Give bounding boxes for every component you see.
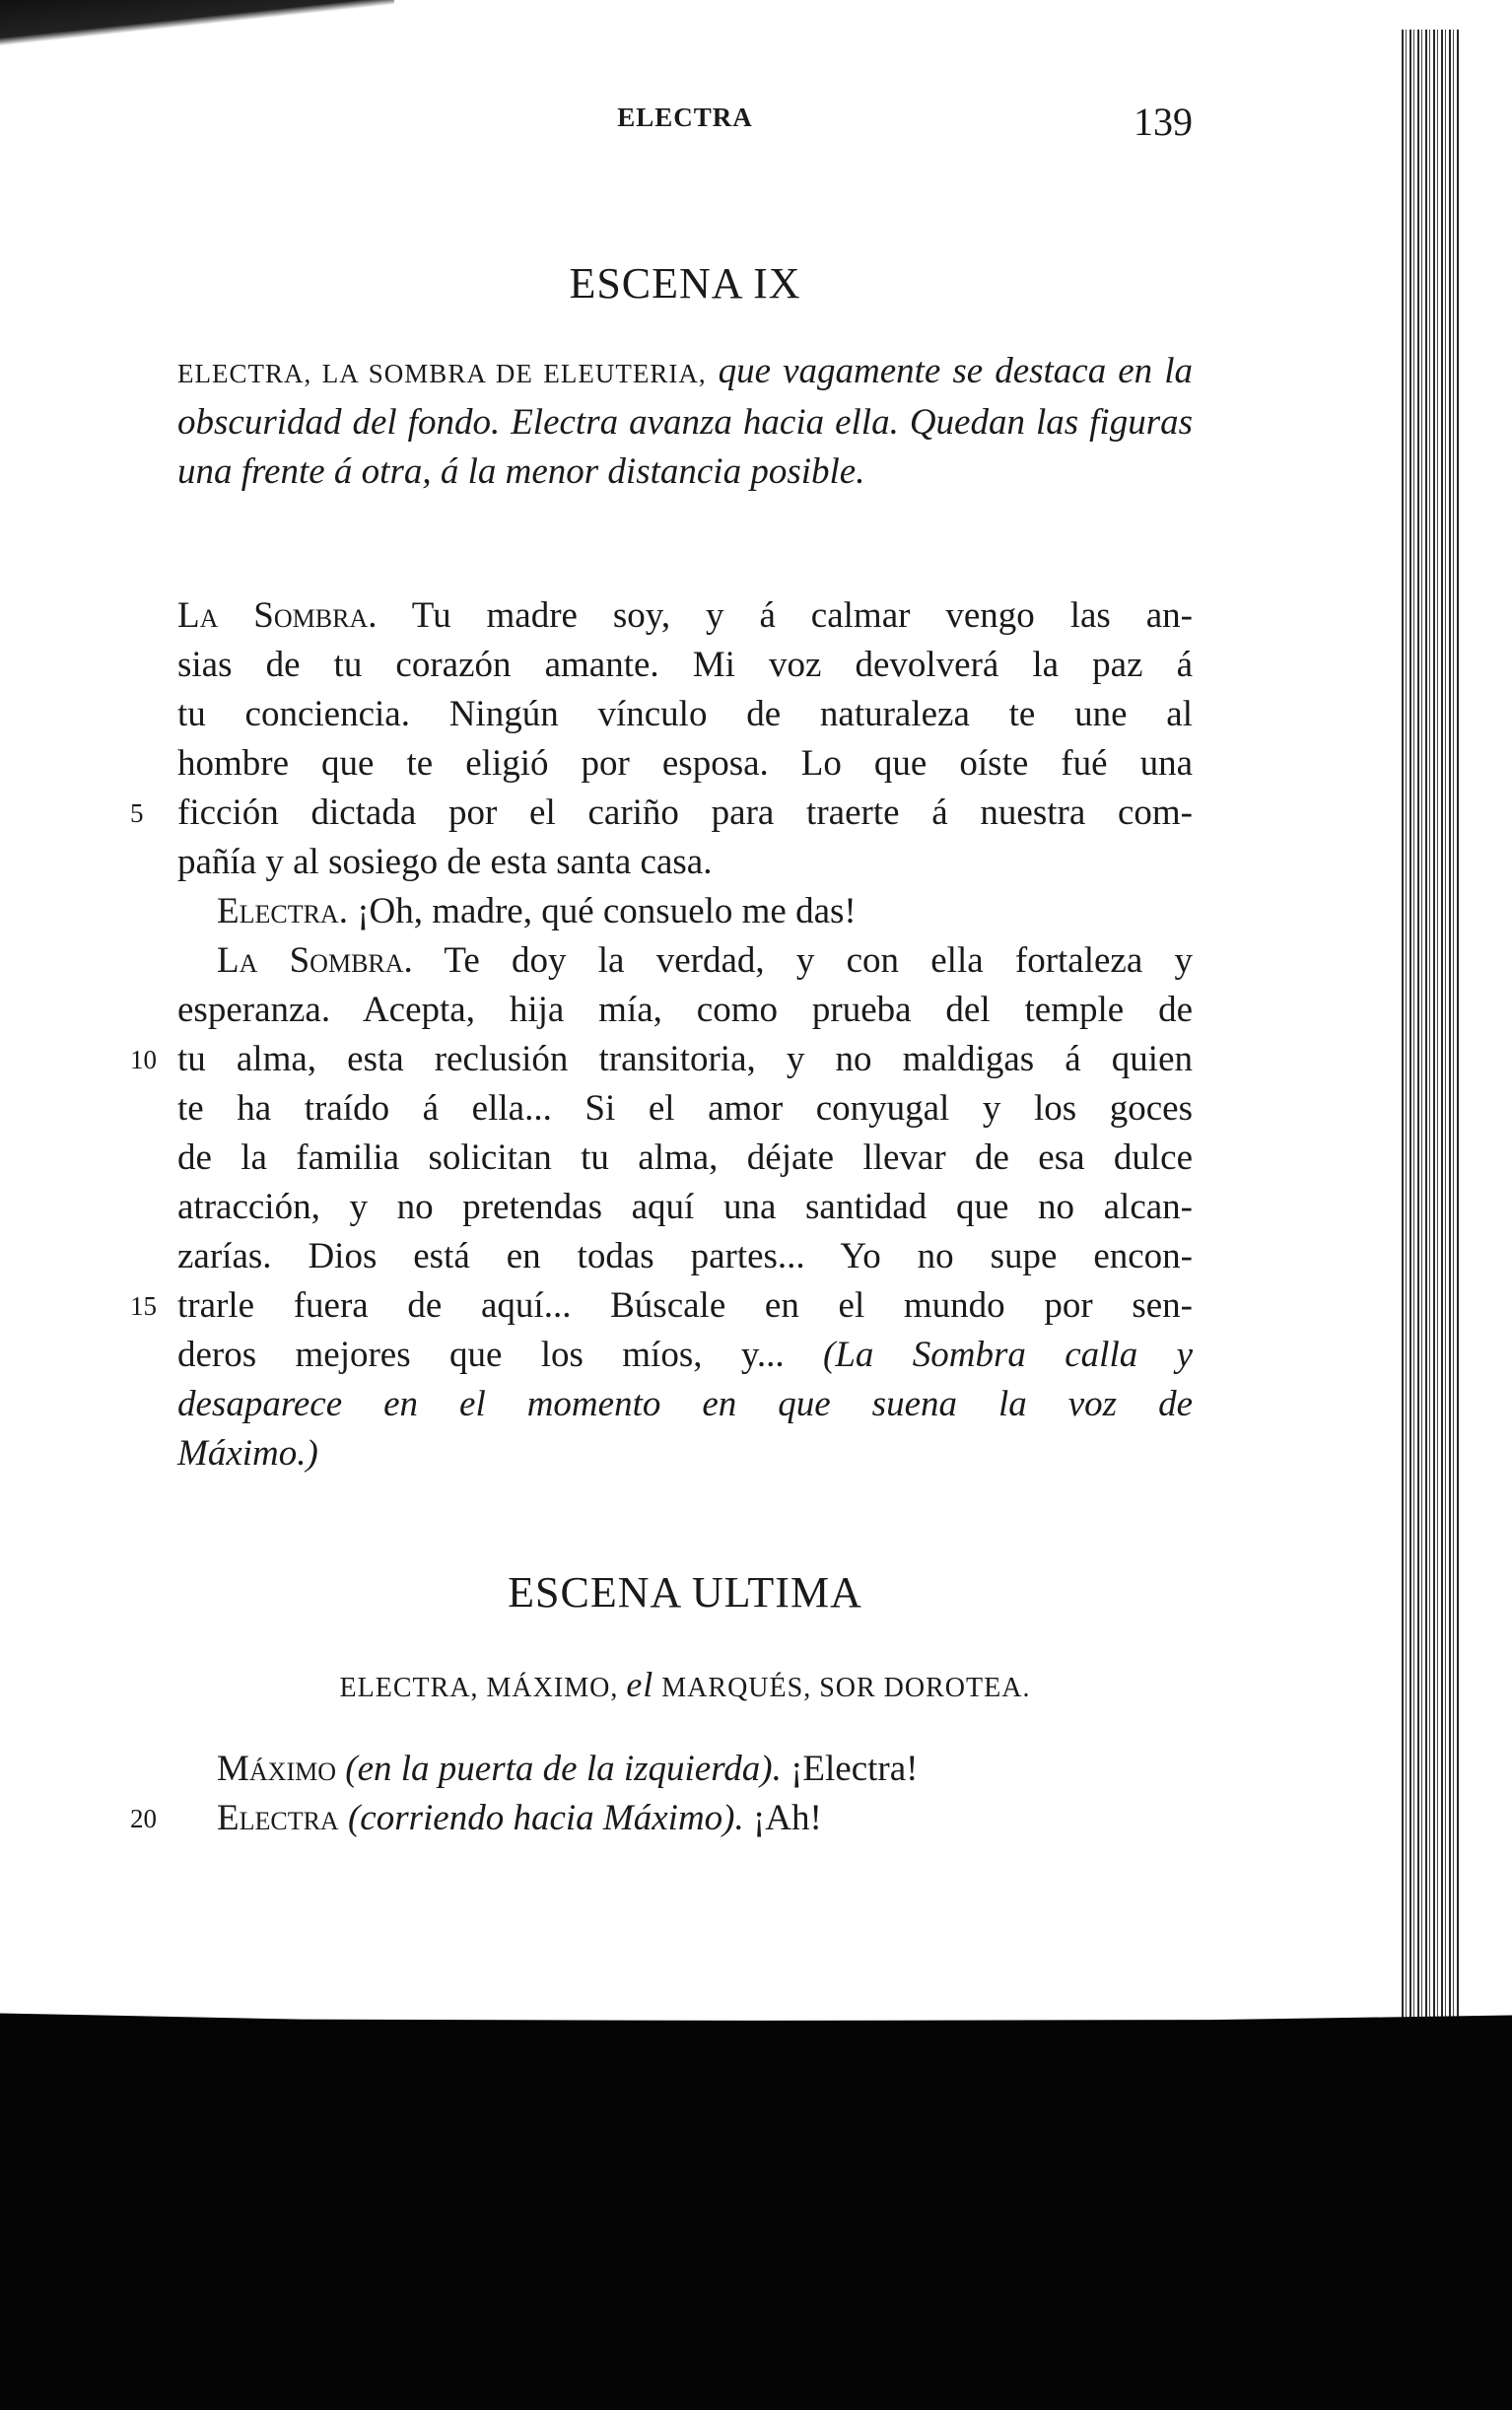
- line-text: tu conciencia. Ningún vínculo de naturaleza te une al: [177, 694, 1193, 734]
- line-text: ficción dictada por el cariño para traerte á nuestra com-: [177, 792, 1193, 833]
- dialogue-line: [177, 838, 1193, 887]
- scene-characters: [177, 1664, 1193, 1705]
- dialogue-line: [217, 887, 1193, 936]
- dialogue-line: [177, 1429, 1193, 1479]
- speaker-name: Electra.: [217, 891, 348, 931]
- line-text: trarle fuera de aquí... Búscale en el mundo por sen-: [177, 1285, 1193, 1326]
- dialogue-line: [177, 1232, 1193, 1281]
- line-text: atracción, y no pretendas aquí una santidad que no alcan-: [177, 1187, 1193, 1227]
- line-direction: (en la puerta de la izquierda).: [345, 1749, 782, 1789]
- page-header: [177, 99, 1193, 158]
- line-text: sias de tu corazón amante. Mi voz devolverá la paz á: [177, 645, 1193, 685]
- dialogue-line: [177, 1035, 1193, 1084]
- page-edge-shadow-top: [0, 0, 394, 94]
- speaker-name: Electra: [217, 1798, 339, 1838]
- line-number: 5: [130, 798, 144, 828]
- speaker-name: La Sombra.: [217, 940, 413, 981]
- line-text: de la familia solicitan tu alma, déjate llevar de esa dulce: [177, 1137, 1193, 1178]
- speaker-name: La Sombra.: [177, 595, 378, 636]
- line-direction: Máximo.): [177, 1433, 318, 1474]
- scene-heading-ultima: ESCENA ULTIMA: [508, 1568, 862, 1617]
- page-number: 139: [1134, 100, 1193, 144]
- stage-direction-text: que vagamente se destaca en la obscuridad del fondo. Electra avanza hacia ella. Quedan las figuras una frente á otra, á la menor distancia posible.: [177, 351, 1193, 492]
- dialogue-line: [177, 986, 1193, 1035]
- line-direction: (La Sombra calla y: [823, 1335, 1193, 1375]
- line-text: pañía y al sosiego de esta santa casa.: [177, 842, 713, 882]
- line-text: ¡Ah!: [752, 1798, 822, 1838]
- dialogue-line: [217, 1745, 1193, 1794]
- line-number: 20: [130, 1804, 157, 1833]
- page-edge-shadow-bottom: [0, 2001, 1512, 2410]
- line-text: te ha traído á ella... Si el amor conyugal y los goces: [177, 1088, 1193, 1129]
- characters-italic: el: [626, 1665, 654, 1704]
- line-text: zarías. Dios está en todas partes... Yo no supe encon-: [177, 1236, 1193, 1276]
- dialogue-line: [217, 1794, 1193, 1843]
- dialogue-line: [177, 1084, 1193, 1134]
- line-text: ¡Oh, madre, qué consuelo me das!: [357, 891, 857, 931]
- running-title: ELECTRA: [617, 103, 753, 132]
- stage-direction: [177, 347, 1193, 497]
- line-number: 10: [130, 1045, 157, 1074]
- line-text: hombre que te eligió por esposa. Lo que oíste fué una: [177, 743, 1193, 784]
- dialogue-line: [177, 591, 1193, 641]
- line-direction: desaparece en el momento en que suena la voz de: [177, 1384, 1193, 1424]
- dialogue-line: [177, 641, 1193, 690]
- line-text: deros mejores que los míos, y...: [177, 1335, 785, 1375]
- dialogue-line: [177, 1183, 1193, 1232]
- stage-direction-characters: ELECTRA, LA SOMBRA DE ELEUTERIA,: [177, 359, 707, 388]
- characters-part1: ELECTRA, MÁXIMO,: [339, 1673, 619, 1703]
- dialogue-line: [217, 936, 1193, 986]
- dialogue-line: [177, 690, 1193, 739]
- dialogue-line: [177, 739, 1193, 789]
- page-edge-shadow-right: [1402, 30, 1461, 2080]
- line-text: ¡Electra!: [790, 1749, 919, 1789]
- scene-heading: ESCENA IX: [569, 259, 801, 308]
- line-text: Tu madre soy, y á calmar vengo las an-: [411, 595, 1193, 636]
- dialogue-line: [177, 1380, 1193, 1429]
- dialogue-line: [177, 789, 1193, 838]
- line-text: esperanza. Acepta, hija mía, como prueba del temple de: [177, 990, 1193, 1030]
- line-number: 15: [130, 1291, 157, 1321]
- speaker-name: Máximo: [217, 1749, 337, 1789]
- characters-part2: MARQUÉS, SOR DOROTEA.: [661, 1673, 1031, 1703]
- line-text: tu alma, esta reclusión transitoria, y no maldigas á quien: [177, 1039, 1193, 1079]
- line-direction: (corriendo hacia Máximo).: [347, 1798, 744, 1838]
- dialogue-line: [177, 1331, 1193, 1380]
- dialogue-line: [177, 1281, 1193, 1331]
- line-text: Te doy la verdad, y con ella fortaleza y: [444, 940, 1194, 981]
- dialogue-line: [177, 1134, 1193, 1183]
